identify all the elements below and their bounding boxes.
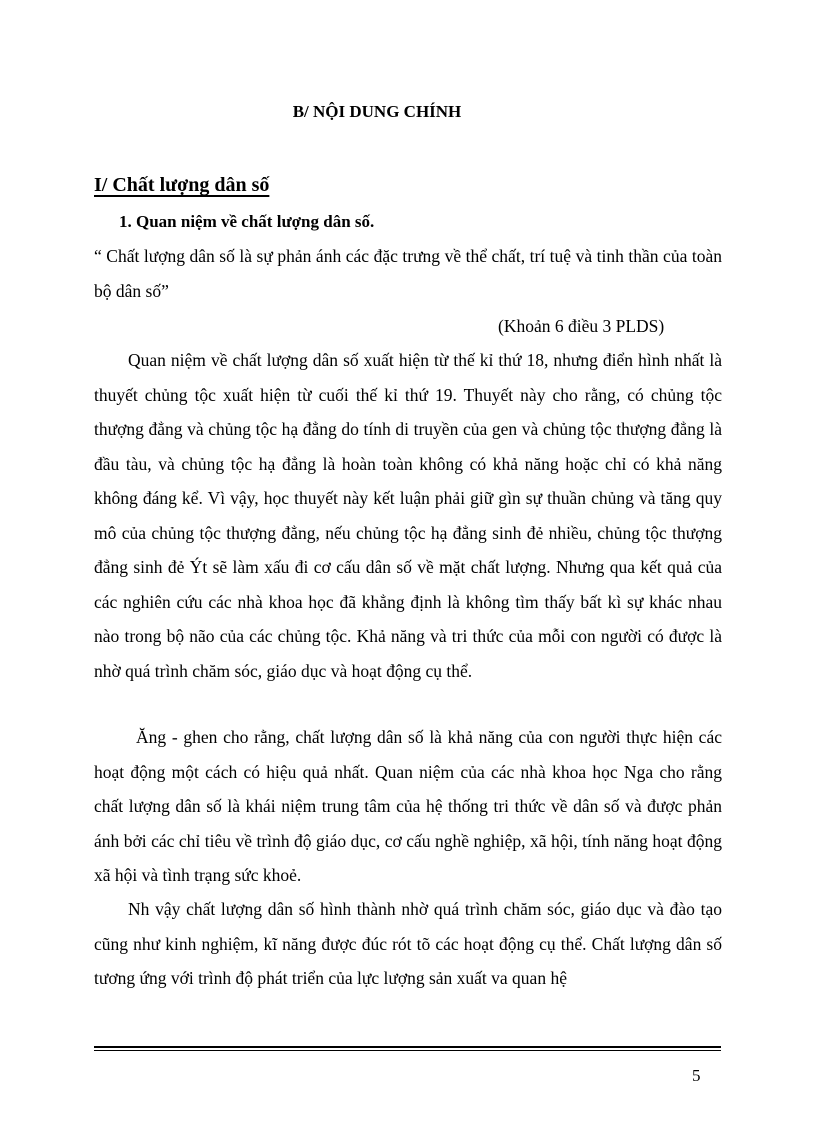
paragraph-conclusion: Nh vậy chất lượng dân số hình thành nhờ quá trình chăm sóc, giáo dục và đào tạo cũng như kinh nghiệm, kĩ năng được đúc rót tõ các hoạt động cụ thể. Chất lượng dân số tương ứng với trình độ phát triển của lực lượng sản xuất va quan hệ bbox=[94, 899, 722, 988]
definition-quote: “ Chất lượng dân số là sự phản ánh các đặc trưng về thể chất, trí tuệ và tinh thần của toàn bộ dân số” bbox=[94, 246, 722, 301]
citation: (Khoản 6 điều 3 PLDS) bbox=[498, 316, 665, 336]
footer-rule-thin bbox=[94, 1050, 721, 1051]
paragraph-race-theory: Quan niệm về chất lượng dân số xuất hiện từ thế kỉ thứ 18, nhưng điển hình nhất là thuyết chủng tộc xuất hiện từ cuối thế kỉ thứ 19. Thuyết này cho rằng, có chủng tộc thượng đẳng và chủng tộc hạ đẳng do tính di truyền của gen và chủng tộc thượng đẳng là đầu tàu, và chủng tộc hạ đẳng là hoàn toàn không có khả năng hoặc chỉ có khả năng không đáng kể. Vì vậy, học thuyết này kết luận phải giữ gìn sự thuần chủng và tăng quy mô của chủng tộc thượng đẳng, nếu chủng tộc hạ đẳng sinh đẻ nhiều, chủng tộc thượng đẳng sinh đẻ Ýt sẽ làm xấu đi cơ cấu dân số về mặt chất lượng. Nhưng qua kết quả của các nghiên cứu các nhà khoa học đã khẳng định là không tìm thấy bất kì sự khác nhau nào trong bộ não của các chủng tộc. Khả năng và tri thức của mỗi con người có được là nhờ quá trình chăm sóc, giáo dục và hoạt động cụ thể. bbox=[94, 350, 722, 681]
sub-heading: 1. Quan niệm về chất lượng dân số. bbox=[119, 212, 375, 231]
page-number: 5 bbox=[692, 1066, 701, 1085]
paragraph-engels-view: Ăng - ghen cho rằng, chất lượng dân số là khả năng của con người thực hiện các hoạt động một cách có hiệu quả nhất. Quan niệm của các nhà khoa học Nga cho rằng chất lượng dân số là khái niệm trung tâm của hệ thống tri thức về dân số và được phản ánh bởi các chỉ tiêu về trình độ giáo dục, cơ cấu nghề nghiệp, xã hội, tính năng hoạt động xã hội và tình trạng sức khoẻ. bbox=[94, 727, 722, 885]
section-heading: I/ Chất lượng dân số bbox=[94, 174, 270, 196]
page-title: B/ NỘI DUNG CHÍNH bbox=[292, 102, 462, 121]
footer-rule bbox=[94, 1046, 721, 1048]
